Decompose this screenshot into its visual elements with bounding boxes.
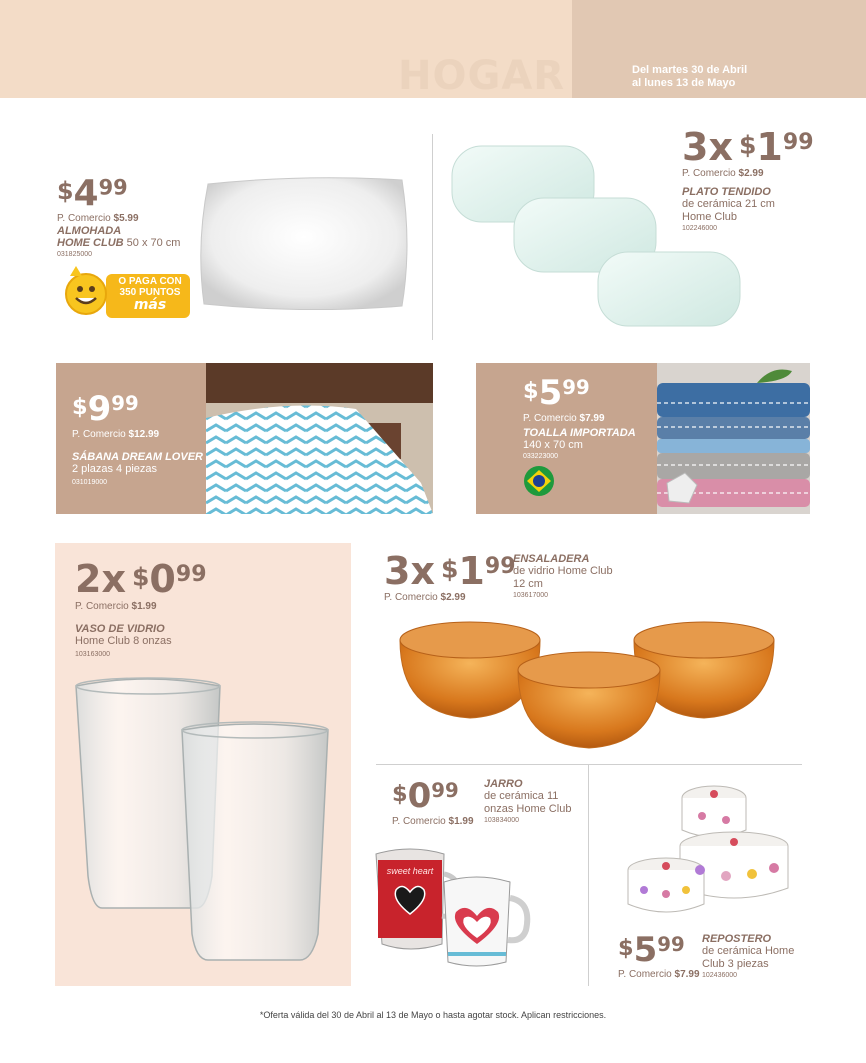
- repostero-desc-2: Club 3 piezas: [702, 958, 769, 970]
- repostero-desc-1: de cerámica Home: [702, 945, 795, 957]
- brazil-flag-icon: [523, 465, 555, 497]
- jarro-price-block[interactable]: [392, 776, 474, 828]
- repostero-commerce-price: P. Comercio $7.99: [618, 969, 700, 980]
- ensaladera-price-block[interactable]: [384, 549, 516, 604]
- ensaladera-info: [513, 553, 613, 600]
- repostero-name: REPOSTERO: [702, 933, 772, 945]
- jarro-desc-2: onzas Home Club: [484, 803, 572, 815]
- sabana-desc: 2 plazas 4 piezas: [72, 463, 157, 475]
- plato-offer[interactable]: [682, 125, 814, 233]
- salad-bowls-image: [398, 618, 782, 750]
- sabana-name: SÁBANA DREAM LOVER: [72, 451, 203, 463]
- sabana-price: $\$9^{99}$: [72, 389, 139, 429]
- containers-image: [622, 780, 790, 914]
- dates-line-1: Del martes 30 de Abril: [632, 64, 748, 76]
- ensaladera-code: 103617000: [513, 592, 549, 599]
- vaso-commerce-price: P. Comercio $1.99: [75, 601, 157, 612]
- toalla-offer[interactable]: [523, 373, 636, 461]
- almohada-name-line2: HOME CLUB 50 x 70 cm: [57, 237, 181, 249]
- ensaladera-desc-2: 12 cm: [513, 578, 543, 590]
- vaso-offer[interactable]: [75, 557, 207, 659]
- jarro-desc-1: de cerámica 11: [484, 790, 559, 802]
- divider-horizontal: [376, 764, 802, 765]
- toalla-desc: 140 x 70 cm: [523, 439, 583, 451]
- toalla-name: TOALLA IMPORTADA: [523, 427, 636, 439]
- towels-image: [657, 363, 810, 514]
- jarro-name: JARRO: [484, 778, 523, 790]
- divider-vertical: [432, 134, 433, 340]
- plato-price: 3x $\$1^{99}$: [682, 125, 814, 169]
- vaso-code: 103163000: [75, 651, 111, 658]
- vaso-price: 2x $\$0^{99}$: [75, 557, 207, 601]
- divider-vertical-bottom: [588, 764, 589, 986]
- dates-line-2: al lunes 13 de Mayo: [632, 77, 736, 89]
- jarro-info: [484, 778, 571, 825]
- promo-text: O PAGA CON 350 PUNTOS más: [110, 276, 190, 313]
- footer-disclaimer: *Oferta válida del 30 de Abril al 13 de Mayo o hasta agotar stock. Aplican restricciones.: [259, 1010, 607, 1020]
- ensaladera-desc-1: de vidrio Home Club: [513, 565, 613, 577]
- sabana-offer[interactable]: [72, 389, 203, 487]
- almohada-code: 031825000: [57, 251, 93, 258]
- vaso-name: VASO DE VIDRIO: [75, 623, 165, 635]
- plato-desc-2: Home Club: [682, 211, 738, 223]
- plato-commerce-price: P. Comercio $2.99: [682, 168, 764, 179]
- bed-sheet-image: [206, 363, 433, 514]
- section-title: HOGAR: [398, 53, 566, 99]
- ensaladera-commerce-price: P. Comercio $2.99: [384, 592, 466, 603]
- ensaladera-name: ENSALADERA: [513, 553, 590, 565]
- glasses-image: [72, 676, 334, 962]
- almohada-price: $\$4^{99}$: [57, 173, 128, 214]
- promo-brand-logo: más: [133, 297, 167, 313]
- repostero-info: [702, 933, 794, 980]
- almohada-offer[interactable]: [57, 173, 181, 259]
- repostero-code: 102436000: [702, 972, 738, 979]
- points-promo-badge: [62, 264, 192, 322]
- ensaladera-price: 3x $\$1^{99}$: [384, 549, 516, 593]
- plato-desc-1: de cerámica 21 cm: [682, 198, 775, 210]
- jarro-commerce-price: P. Comercio $1.99: [392, 816, 474, 827]
- plato-name: PLATO TENDIDO: [682, 186, 771, 198]
- jarro-code: 103834000: [484, 817, 520, 824]
- validity-dates: [632, 64, 747, 90]
- toalla-code: 033223000: [523, 453, 559, 460]
- almohada-commerce-price: P. Comercio $5.99: [57, 213, 139, 224]
- repostero-price-block[interactable]: [618, 930, 700, 981]
- mugs-image: [372, 844, 542, 968]
- sabana-code: 031019000: [72, 479, 108, 486]
- toalla-price: $\$5^{99}$: [523, 373, 590, 413]
- vaso-desc: Home Club 8 onzas: [75, 635, 172, 647]
- jarro-price: $\$0^{99}$: [392, 776, 459, 816]
- repostero-price: $\$5^{99}$: [618, 930, 685, 970]
- almohada-name: ALMOHADA: [57, 225, 122, 237]
- plato-code: 102246000: [682, 225, 718, 232]
- pillow-image: [200, 176, 410, 314]
- mug-print-text: sweet heart: [386, 866, 434, 876]
- sabana-commerce-price: P. Comercio $12.99: [72, 429, 160, 440]
- toalla-commerce-price: P. Comercio $7.99: [523, 413, 605, 424]
